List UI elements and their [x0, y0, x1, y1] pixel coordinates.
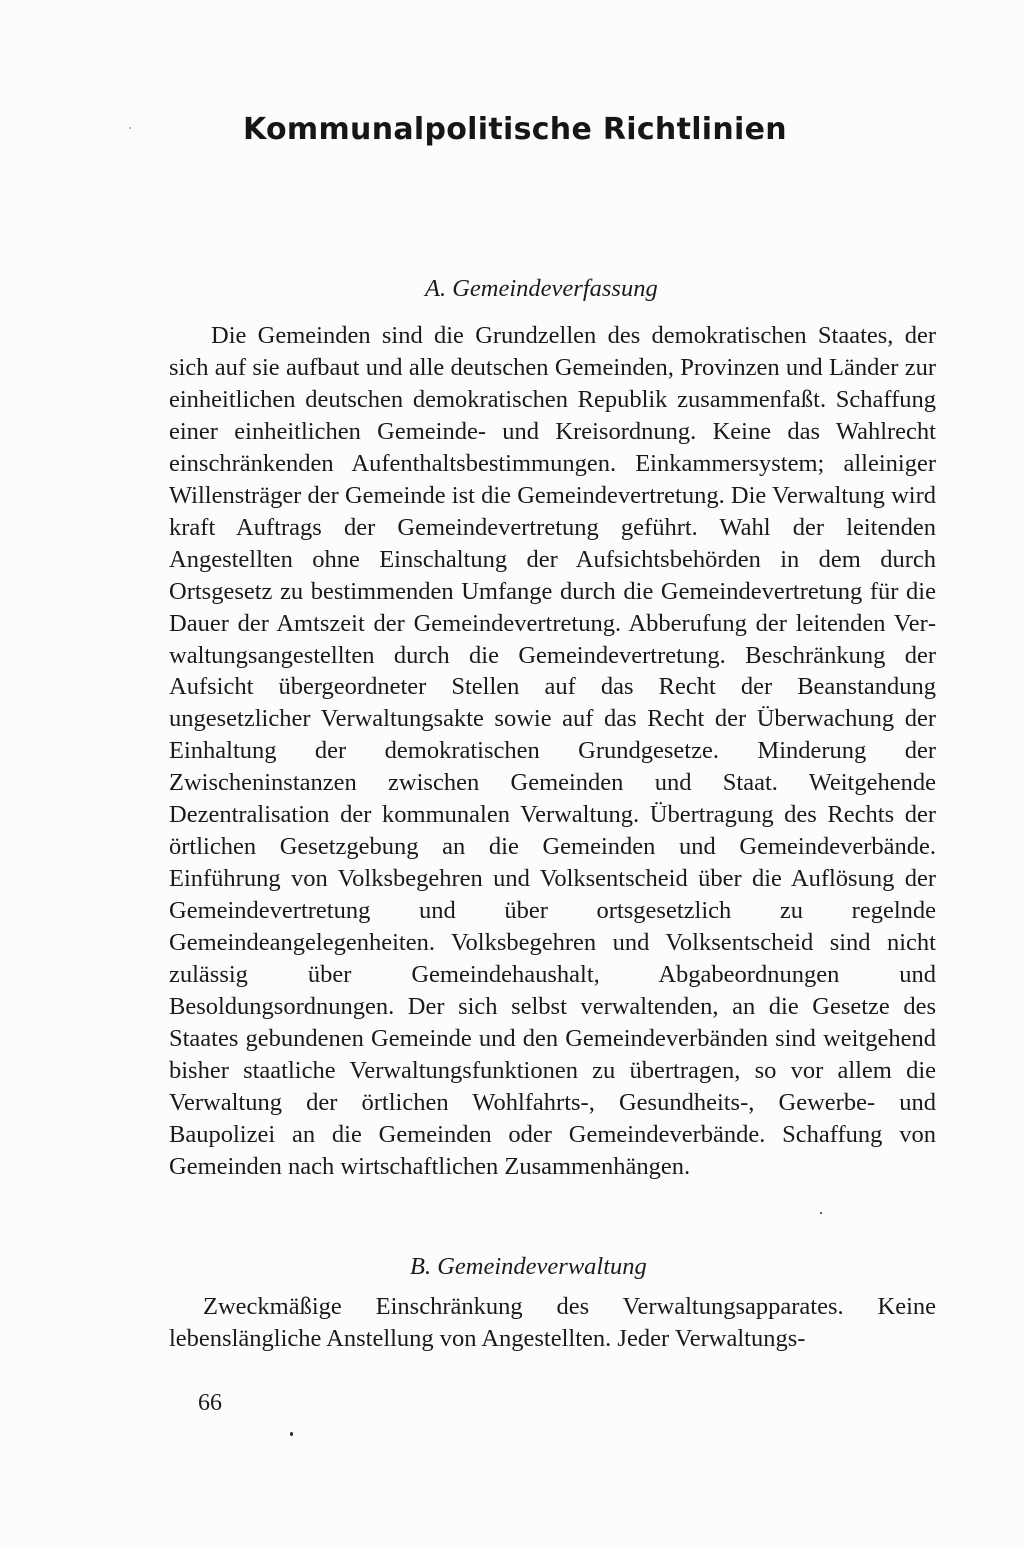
paper-speck	[820, 1212, 822, 1214]
paragraph-gemeindeverfassung: Die Gemeinden sind die Grundzellen des demokratischen Staates, der sich auf sie aufbaut und alle deutschen Gemeinden, Provinzen und Länder zur einheitlichen deutschen demokratischen Republik zusammenfaßt. Schaffung einer einheitlichen Gemeinde- und Kreisordnung. Keine das Wahlrecht einschränkenden Aufenthaltsbestimmungen. Einkammersystem; alleiniger Willensträger der Gemeinde ist die Gemeindevertretung. Die Verwaltung wird kraft Auftrags der Gemeindevertretung geführt. Wahl der leitenden Angestellten ohne Einschaltung der Aufsichtsbehörden in dem durch Ortsgesetz zu bestimmenden Umfange durch die Gemeindevertretung für die Dauer der Amtszeit der Gemeindevertretung. Abberufung der leitenden Verwaltungsangestellten durch die Gemeindevertretung. Beschränkung der Aufsicht übergeordneter Stellen auf das Recht der Beanstandung ungesetzlicher Verwaltungsakte sowie auf das Recht der Überwachung der Einhaltung der demokratischen Grundgesetze. Minderung der Zwischeninstanzen zwischen Gemeinden und Staat. Weitgehende Dezentralisation der kommunalen Verwaltung. Übertragung des Rechts der örtlichen Gesetzgebung an die Gemeinden und Gemeindeverbände. Einführung von Volksbegehren und Volksentscheid über die Auflösung der Gemeindevertretung und über ortsgesetzlich zu regelnde Gemeindeangelegenheiten. Volksbegehren und Volksentscheid sind nicht zulässig über Gemeindehaushalt, Abgabeordnungen und Besoldungsordnungen. Der sich selbst verwaltenden, an die Gesetze des Staates gebundenen Gemeinde und den Gemeindeverbänden sind weitgehend bisher staatliche Verwaltungsfunktionen zu übertragen, so vor allem die Verwaltung der örtlichen Wohlfahrts-, Gesundheits-, Gewerbe- und Baupolizei an die Gemeinden oder Gemeindeverbände. Schaffung von Gemeinden nach wirtschaftlichen Zusammenhängen.	[169, 322, 936, 1180]
page-number: 66	[198, 1390, 222, 1416]
section-heading-gemeindeverfassung: A. Gemeindeverfassung	[425, 275, 658, 302]
document-title: Kommunalpolitische Richtlinien	[243, 112, 787, 147]
paper-speck	[129, 127, 131, 129]
section-heading-gemeindeverwaltung: B. Gemeindeverwaltung	[410, 1253, 647, 1280]
paper-speck	[290, 1432, 293, 1436]
paragraph-gemeindeverwaltung: Zweckmäßige Einschränkung des Verwaltungsapparates. Keine lebenslängliche Anstellung von Angestellten. Jeder Verwaltungs-	[169, 1293, 936, 1352]
